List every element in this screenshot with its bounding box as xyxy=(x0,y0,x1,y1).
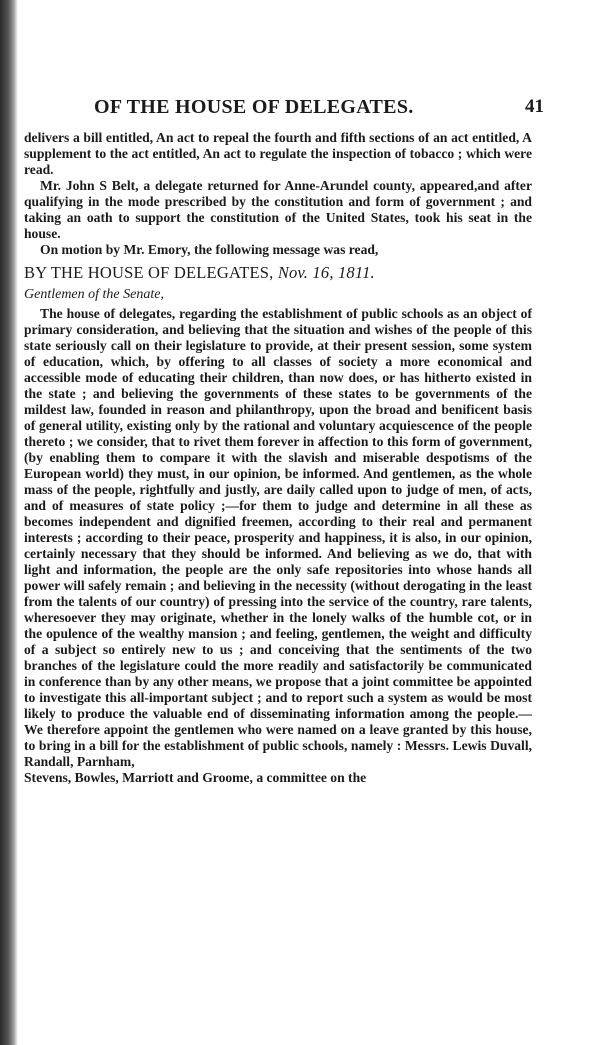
document-page xyxy=(24,96,544,786)
belt-paragraph: Mr. John S Belt, a delegate returned for Anne-Arundel county, appeared,and after qualifying in the mode prescribed by the constitution and form of government ; and taking an oath to support the constitution of the United States, took his seat in the house. xyxy=(24,178,532,241)
motion-paragraph: On motion by Mr. Emory, the following message was read, xyxy=(40,242,379,257)
message-heading-date: Nov. 16, 1811. xyxy=(277,263,375,282)
message-heading xyxy=(24,261,532,285)
running-head-title: OF THE HOUSE OF DELEGATES. xyxy=(94,96,414,118)
message-body-paragraph: The house of delegates, regarding the establishment of public schools as an object of primary consideration, and believing that the situation and wishes of the people of this state seriously call on their legislature to provide, at their present session, some system of education, which, by offering to all classes of society a more economical and accessible mode of educating their children, than now does, or has hitherto existed in the state ; and believing the governments of these states to be governments of the mildest law, founded in reason and philanthropy, upon the broad and benificent basis of general utility, existing only by the rational and voluntary acquiescence of the people thereto ; we consider, that to rivet them forever in affection to this form of government, (by enabling them to compare it with the slavish and miserable despotisms of the European world) they must, in our opinion, be informed. And gentlemen, as the whole mass of the people, rightfully and justly, are daily called upon to judge of men, of acts, and of measures of state policy ;—for them to judge and determine in all these as becomes independent and dignified freemen, according to their real and permanent interests ; according to their peace, prosperity and happiness, it is also, in our opinion, certainly necessary that they should be informed. And believing as we do, that with light and information, the people are the only safe repositories into whose hands all power will safely remain ; and believing in the necessity (without derogating in the least from the talents of our country) of pressing into the service of the country, rare talents, wheresoever they may originate, whether in the lonely walks of the humble cot, or in the opulence of the wealthy mansion ; and feeling, gentlemen, the weight and difficulty of a subject so entirely new to us ; and conceiving that the sentiments of the two branches of the legislature could the more readily and satisfactorily be communicated in conference than by any other means, we propose that a joint committee be appointed to investigate this all-important subject ; and to report such a system as would be most likely to produce the valuable end of disseminating information among the people.— We therefore appoint the gentlemen who were named on a leave granted by this house, to bring in a bill for the establishment of public schools, namely : Messrs. Lewis Duvall, Randall, Parnham, xyxy=(24,306,532,769)
message-last-line: Stevens, Bowles, Marriott and Groome, a committee on the xyxy=(24,770,367,785)
message-heading-prefix: BY THE HOUSE OF DELEGATES, xyxy=(24,263,274,282)
book-spine-shadow xyxy=(0,0,18,1045)
running-head xyxy=(24,96,544,130)
page-number: 41 xyxy=(525,96,544,117)
intro-paragraph: delivers a bill entitled, An act to repeal the fourth and fifth sections of an act entitled, A supplement to the act entitled, An act to regulate the inspection of tobacco ; which were read. xyxy=(24,130,532,177)
document-body xyxy=(24,130,532,786)
message-salutation: Gentlemen of the Senate, xyxy=(24,287,164,302)
